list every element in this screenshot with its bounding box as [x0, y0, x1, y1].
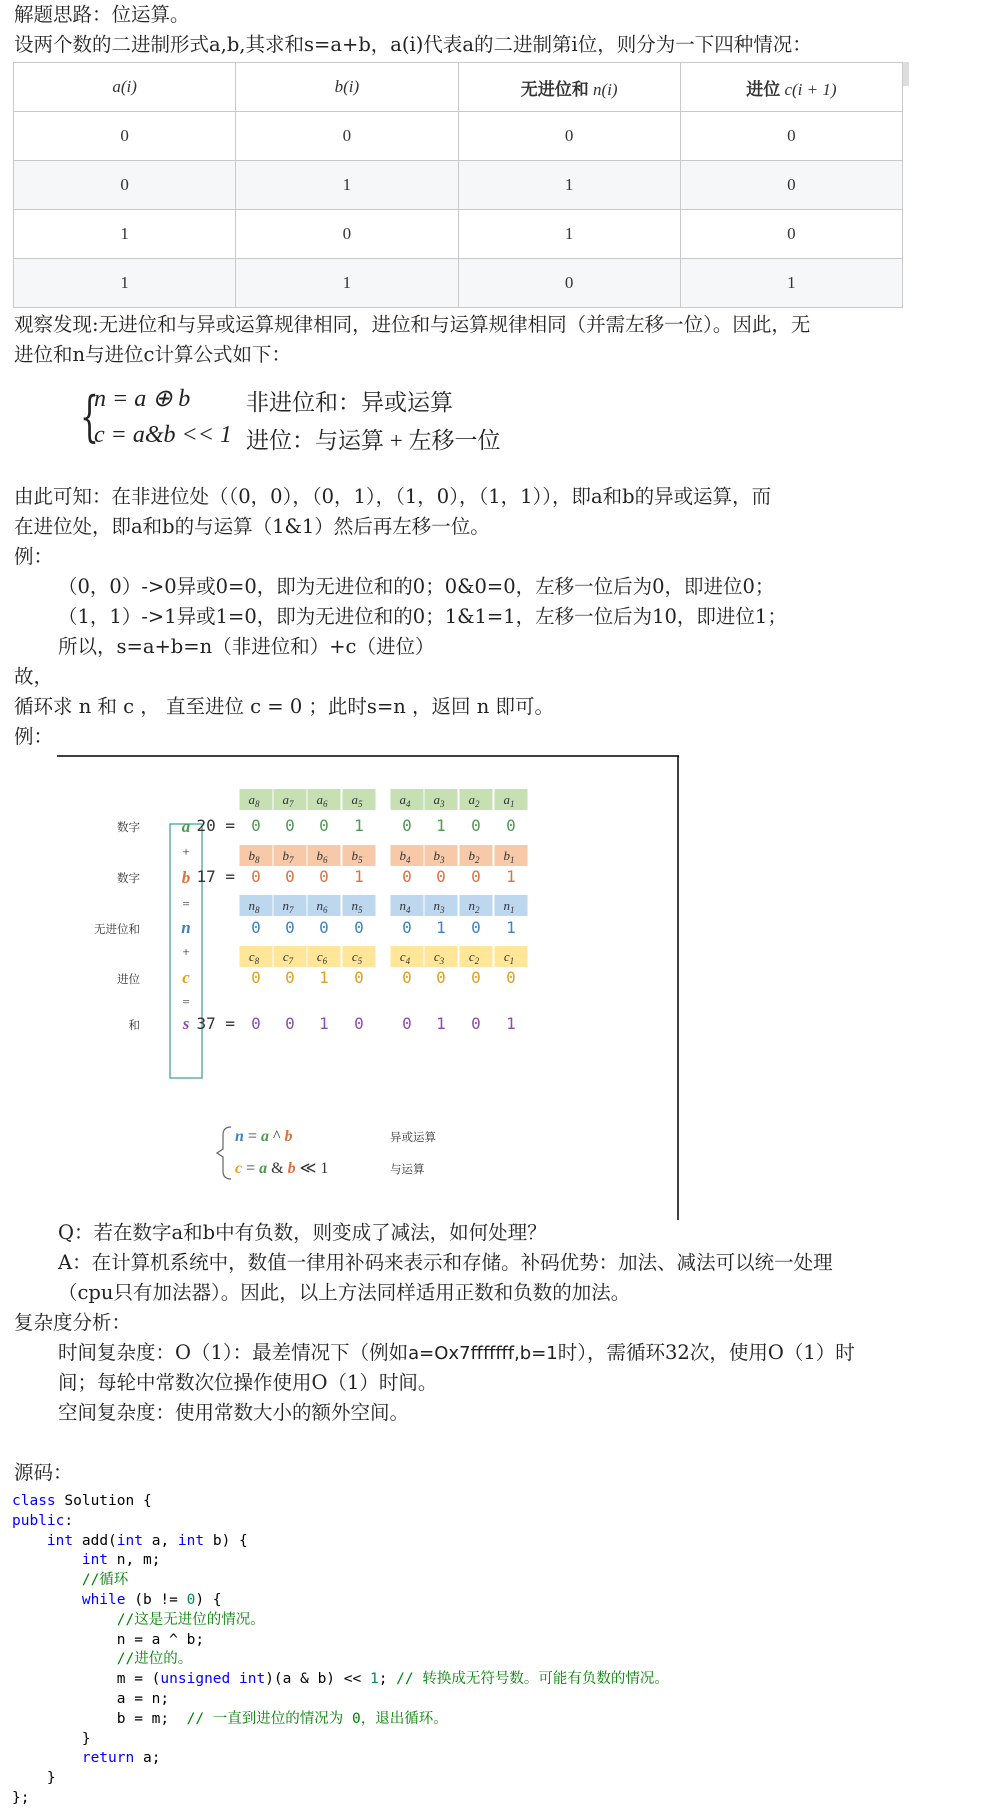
c-bit: 0 — [436, 968, 446, 987]
variable-symbol: = — [182, 994, 190, 1009]
formula-line-c: c = a&b << 1 进位：与运算 + 左移一位 — [94, 422, 501, 453]
a-bit: 0 — [319, 816, 329, 835]
b-value-label: 17 = — [196, 867, 235, 886]
s-bit: 0 — [402, 1014, 412, 1033]
table-cell: 0 — [14, 161, 236, 210]
n-bit-header-label: $n_3$ — [433, 898, 445, 915]
n-bit: 0 — [402, 918, 412, 937]
b-bit: 0 — [251, 867, 261, 886]
table-cell: 1 — [458, 161, 680, 210]
figure-formula-c: c = a & b ≪ 1 — [235, 1160, 329, 1177]
a-bit-header-label: $a_7$ — [282, 792, 294, 809]
example-label-2: 例： — [14, 725, 54, 748]
c-bit: 0 — [471, 968, 481, 987]
b-bit: 0 — [285, 867, 295, 886]
bit-addition-figure — [57, 755, 679, 1220]
example-label: 例： — [14, 545, 54, 568]
n-bit: 0 — [285, 918, 295, 937]
s-bit: 0 — [354, 1014, 364, 1033]
table-scrollbar[interactable] — [903, 62, 909, 86]
complexity-heading: 复杂度分析： — [14, 1311, 132, 1334]
table-row — [14, 259, 903, 308]
a-bit: 0 — [285, 816, 295, 835]
table-row — [14, 112, 903, 161]
row-label: 数字 — [117, 820, 140, 834]
c-bit-header-label: $c_4$ — [399, 949, 411, 966]
variable-symbol: s — [182, 1014, 190, 1033]
table-cell: 0 — [236, 112, 458, 161]
table-row — [14, 210, 903, 259]
s-bit: 0 — [285, 1014, 295, 1033]
row-label: 无进位和 — [94, 922, 140, 936]
answer-line-2: （cpu只有加法器）。因此，以上方法同样适用正数和负数的加法。 — [58, 1281, 631, 1304]
b-bit-header-label: $b_5$ — [351, 848, 363, 865]
table-cell: 1 — [14, 210, 236, 259]
row-label: 进位 — [117, 972, 140, 986]
n-bit: 0 — [471, 918, 481, 937]
n-bit-header-label: $n_5$ — [351, 898, 363, 915]
variable-symbol: c — [182, 968, 190, 987]
n-bit: 1 — [506, 918, 516, 937]
b-bit-header-label: $b_1$ — [503, 848, 515, 865]
a-bit-header-label: $a_5$ — [351, 792, 363, 809]
b-bit-header-label: $b_4$ — [399, 848, 411, 865]
time-complexity-line-2: 间；每轮中常数次位操作使用O（1）时间。 — [58, 1371, 438, 1394]
intro: 设两个数的二进制形式a,b,其求和s=a+b，a(i)代表a的二进制第i位，则分为一下四种情况： — [14, 33, 812, 56]
table-cell: 0 — [458, 259, 680, 308]
b-bit: 1 — [354, 867, 364, 886]
derive-line-2: 在进位处，即a和b的与运算（1&1）然后再左移一位。 — [14, 515, 490, 538]
table-cell: 0 — [680, 112, 902, 161]
a-bit: 1 — [354, 816, 364, 835]
c-bit: 0 — [354, 968, 364, 987]
c-bit-header-label: $c_3$ — [433, 949, 445, 966]
s-value-label: 37 = — [196, 1014, 235, 1033]
c-bit: 1 — [319, 968, 329, 987]
header-n: 无进位和 n(i) — [458, 63, 680, 112]
derive-line-1: 由此可知：在非进位处（（0，0），（0，1），（1，0），（1，1）），即a和b的异或运算，而 — [14, 485, 772, 508]
a-bit-header-label: $a_6$ — [316, 792, 328, 809]
n-bit-header-label: $n_6$ — [316, 898, 328, 915]
truth-table — [13, 62, 903, 308]
b-bit: 1 — [506, 867, 516, 886]
b-bit: 0 — [319, 867, 329, 886]
row-label: 数字 — [117, 871, 140, 885]
table-row — [14, 161, 903, 210]
b-bit: 0 — [436, 867, 446, 886]
table-cell: 1 — [680, 259, 902, 308]
a-value-label: 20 = — [196, 816, 235, 835]
table-header-row — [14, 63, 903, 112]
answer-line-1: A：在计算机系统中，数值一律用补码来表示和存储。补码优势：加法、减法可以统一处理 — [58, 1251, 833, 1274]
a-bit-header-label: $a_1$ — [503, 792, 515, 809]
figure-formula-n: n = a ^ b — [235, 1128, 293, 1145]
n-bit-header-label: $n_2$ — [468, 898, 480, 915]
n-bit-header-label: $n_1$ — [503, 898, 515, 915]
c-bit-header-label: $c_1$ — [503, 949, 515, 966]
n-bit: 1 — [436, 918, 446, 937]
variable-symbol: a — [181, 817, 191, 836]
s-bit: 1 — [319, 1014, 329, 1033]
header-c: 进位 c(i + 1) — [680, 63, 902, 112]
c-bit-header-label: $c_2$ — [468, 949, 480, 966]
b-bit: 0 — [402, 867, 412, 886]
table-cell: 0 — [680, 210, 902, 259]
table-cell: 0 — [680, 161, 902, 210]
formula-line-n: n = a ⊕ b 非进位和：异或运算 — [94, 386, 453, 415]
a-bit: 0 — [506, 816, 516, 835]
b-bit: 0 — [471, 867, 481, 886]
source-label: 源码： — [14, 1461, 73, 1484]
n-bit: 0 — [251, 918, 261, 937]
a-bit-header-label: $a_4$ — [399, 792, 411, 809]
b-bit-header-label: $b_3$ — [433, 848, 445, 865]
observe-line-1: 观察发现:无进位和与异或运算规律相同，进位和与运算规律相同（并需左移一位）。因此，无 — [14, 313, 811, 336]
b-bit-header-label: $b_6$ — [316, 848, 328, 865]
example-line-2: （1，1）->1异或1=0，即为无进位和的0；1&1=1，左移一位后为10，即进位1； — [58, 605, 787, 628]
c-bit: 0 — [402, 968, 412, 987]
source-code: class Solution { public: int add(int a, int b) { int n, m; //循环 while (b != 0) { //这是无进位的情况。 n = a ^ b; //进位的。 m = (unsigned int)(a & b) << 1; // 转换成无符号数。可能有负数的情况。 a = n; b = m; // 一直到进位的情况为 0，退出循环。 } return a; } }; — [12, 1493, 669, 1806]
b-bit-header-label: $b_2$ — [468, 848, 480, 865]
b-bit-header-label: $b_8$ — [248, 848, 260, 865]
s-bit: 0 — [251, 1014, 261, 1033]
variable-symbol: + — [182, 944, 190, 959]
a-bit: 0 — [402, 816, 412, 835]
s-bit: 1 — [506, 1014, 516, 1033]
c-bit-header-label: $c_7$ — [282, 949, 294, 966]
header-a: a(i) — [14, 63, 236, 112]
figure-formula-c-note: 与运算 — [390, 1162, 425, 1176]
example-line-3: 所以，s=a+b=n（非进位和）+c（进位） — [58, 635, 435, 658]
a-bit-header-label: $a_2$ — [468, 792, 480, 809]
a-bit-header-label: $a_8$ — [248, 792, 260, 809]
c-bit-header-label: $c_8$ — [248, 949, 260, 966]
s-bit: 1 — [436, 1014, 446, 1033]
n-bit: 0 — [319, 918, 329, 937]
n-bit-header-label: $n_8$ — [248, 898, 260, 915]
c-bit-header-label: $c_5$ — [351, 949, 363, 966]
a-bit: 1 — [436, 816, 446, 835]
c-bit: 0 — [506, 968, 516, 987]
table-cell: 1 — [458, 210, 680, 259]
c-bit-header-label: $c_6$ — [316, 949, 328, 966]
time-complexity-line-1: 时间复杂度：O（1）：最差情况下（例如a=Ox7fffffff,b=1时），需循环32次，使用O（1）时 — [58, 1341, 855, 1364]
header-b: b(i) — [236, 63, 458, 112]
a-bit: 0 — [471, 816, 481, 835]
n-bit: 0 — [354, 918, 364, 937]
table-cell: 1 — [236, 259, 458, 308]
table-cell: 1 — [236, 161, 458, 210]
figure-formula-n-note: 异或运算 — [390, 1130, 436, 1144]
table-cell: 0 — [458, 112, 680, 161]
heading: 解题思路：位运算。 — [14, 3, 190, 26]
n-bit-header-label: $n_7$ — [282, 898, 294, 915]
b-bit-header-label: $b_7$ — [282, 848, 294, 865]
loop-line: 循环求 n 和 c ， 直至进位 c = 0 ；此时s=n ，返回 n 即可。 — [14, 695, 554, 718]
s-bit: 0 — [471, 1014, 481, 1033]
carry-formula — [80, 380, 520, 460]
observe-line-2: 进位和n与进位c计算公式如下： — [14, 343, 291, 366]
variable-symbol: = — [182, 896, 190, 911]
table-cell: 0 — [14, 112, 236, 161]
therefore-label: 故， — [14, 665, 54, 688]
table-cell: 0 — [236, 210, 458, 259]
figure-brace — [217, 1127, 231, 1179]
row-label: 和 — [128, 1018, 140, 1032]
variable-symbol: b — [181, 868, 191, 887]
example-line-1: （0，0）->0异或0=0，即为无进位和的0；0&0=0，左移一位后为0，即进位0； — [58, 575, 775, 598]
table-cell: 1 — [14, 259, 236, 308]
space-complexity: 空间复杂度：使用常数大小的额外空间。 — [58, 1401, 410, 1424]
brace-icon: { — [80, 385, 99, 448]
c-bit: 0 — [251, 968, 261, 987]
n-bit-header-label: $n_4$ — [399, 898, 411, 915]
question: Q：若在数字a和b中有负数，则变成了减法，如何处理？ — [58, 1221, 547, 1244]
c-bit: 0 — [285, 968, 295, 987]
a-bit-header-label: $a_3$ — [433, 792, 445, 809]
variable-symbol: n — [181, 918, 191, 937]
variable-symbol: + — [182, 844, 190, 859]
a-bit: 0 — [251, 816, 261, 835]
